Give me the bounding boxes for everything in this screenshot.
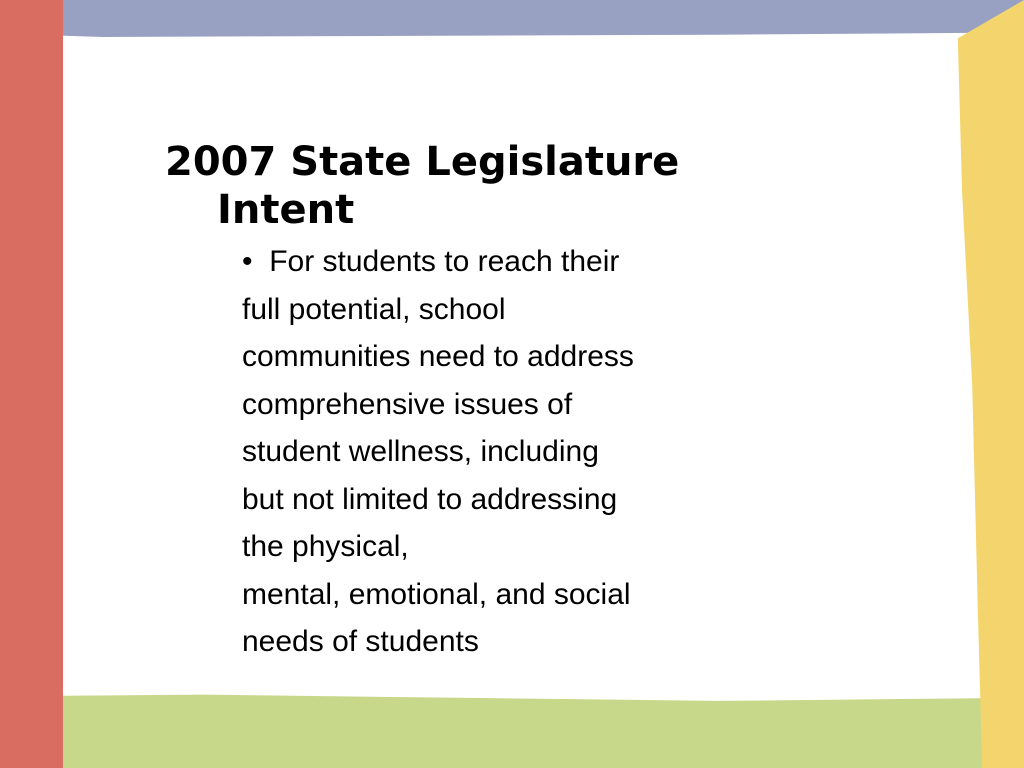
left-decorative-band <box>0 0 63 768</box>
right-decorative-band <box>952 0 1024 768</box>
bottom-decorative-band <box>0 690 1024 768</box>
bullet-line-2: full potential, school <box>242 292 506 326</box>
slide-title-line-1: 2007 State Legislature <box>165 139 680 185</box>
bullet-line-5: student wellness, including <box>242 435 599 468</box>
bullet-line-8: mental, emotional, and social <box>242 577 631 611</box>
bullet-line-3: communities need to address <box>242 340 634 373</box>
bullet-line-6: but not limited to addressing <box>242 482 618 516</box>
top-decorative-band <box>0 0 1024 56</box>
bullet-line-4: comprehensive issues of <box>242 387 573 421</box>
bullet-text: For students to reach their <box>269 245 620 278</box>
bullet-line-9: needs of students <box>242 625 479 658</box>
bullet-paragraph <box>242 238 742 666</box>
bullet-marker: • <box>242 245 253 278</box>
slide-title <box>165 138 765 234</box>
slide-title-line-2: Intent <box>217 187 355 233</box>
bullet-line-1 <box>242 238 742 286</box>
bullet-line-7: the physical, <box>242 530 409 563</box>
